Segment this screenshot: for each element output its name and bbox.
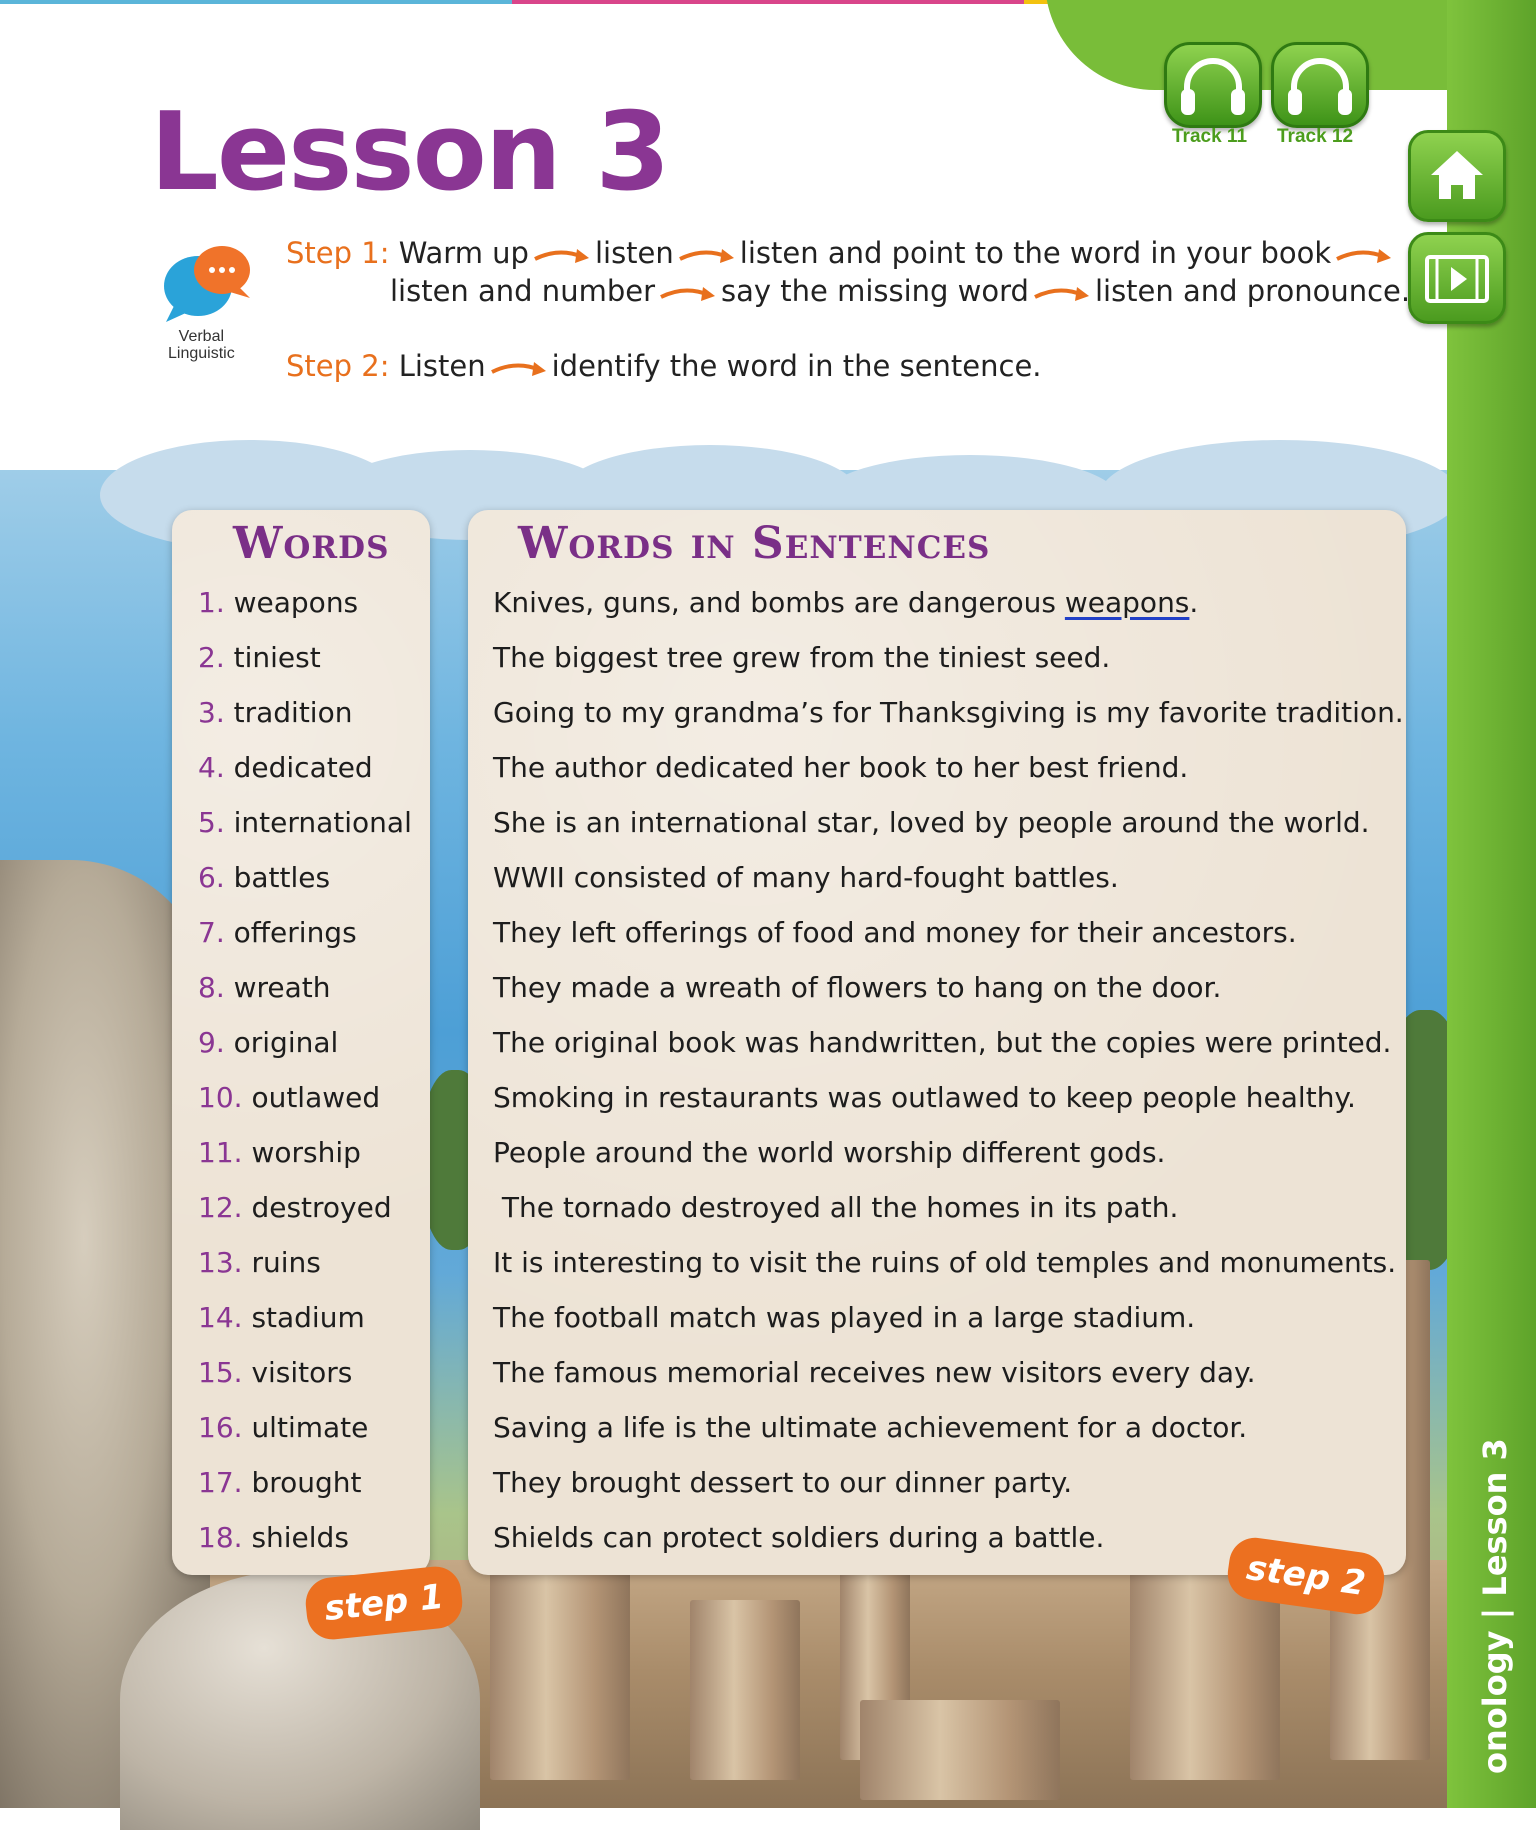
- linguistic-label: Linguistic: [168, 345, 235, 362]
- ruin-column: [490, 1540, 630, 1780]
- sentence-item: The tornado destroyed all the homes in its path.: [493, 1191, 1179, 1224]
- sentence-item: The author dedicated her book to her best friend.: [493, 751, 1189, 784]
- home-button[interactable]: [1408, 130, 1506, 222]
- step1-line1: [286, 236, 1397, 270]
- word-text: stadium: [251, 1301, 365, 1334]
- word-number: 18.: [198, 1521, 243, 1554]
- sentence-end: .: [1189, 586, 1199, 619]
- word-text: brought: [251, 1466, 362, 1499]
- word-item: [198, 861, 330, 894]
- speech-bubbles-icon: [160, 242, 252, 324]
- word-number: 14.: [198, 1301, 243, 1334]
- word-item: [198, 641, 321, 674]
- step2-label: Step 2:: [286, 349, 390, 383]
- underlined-word: weapons: [1064, 586, 1190, 619]
- home-icon: [1411, 133, 1503, 219]
- word-text: destroyed: [251, 1191, 392, 1224]
- headphones-icon: [1167, 45, 1259, 125]
- sentence-item: They left offerings of food and money for their ancestors.: [493, 916, 1297, 949]
- top-strip-blue: [0, 0, 512, 4]
- word-item: [198, 1356, 352, 1389]
- track-11-button[interactable]: [1164, 42, 1262, 128]
- step1-line2: [390, 274, 1410, 308]
- sentence-item: People around the world worship different gods.: [493, 1136, 1166, 1169]
- word-item: [198, 696, 352, 729]
- word-item: [198, 1191, 392, 1224]
- verbal-label: Verbal: [178, 328, 225, 345]
- sentence-item: Shields can protect soldiers during a battle.: [493, 1521, 1105, 1554]
- side-tab: [1450, 1400, 1530, 1808]
- sentence-item: She is an international star, loved by people around the world.: [493, 806, 1370, 839]
- word-number: 4.: [198, 751, 225, 784]
- sentence-item: WWII consisted of many hard-fought battles.: [493, 861, 1119, 894]
- word-text: shields: [251, 1521, 349, 1554]
- word-item: [198, 1081, 380, 1114]
- step1-badge[interactable]: step 1: [303, 1564, 465, 1642]
- ruin-column: [690, 1600, 800, 1780]
- word-number: 10.: [198, 1081, 243, 1114]
- word-text: wreath: [233, 971, 331, 1004]
- step2-line: [286, 349, 1042, 383]
- word-item: [198, 1246, 321, 1279]
- word-text: dedicated: [233, 751, 373, 784]
- arrow-icon: [678, 245, 736, 265]
- sentence-item: The football match was played in a large stadium.: [493, 1301, 1196, 1334]
- word-number: 12.: [198, 1191, 243, 1224]
- word-text: offerings: [233, 916, 357, 949]
- word-number: 2.: [198, 641, 225, 674]
- headphones-icon: [1274, 45, 1366, 125]
- word-number: 3.: [198, 696, 225, 729]
- sentence-item: The biggest tree grew from the tiniest seed.: [493, 641, 1111, 674]
- word-number: 16.: [198, 1411, 243, 1444]
- word-number: 17.: [198, 1466, 243, 1499]
- sentence-item: The original book was handwritten, but the copies were printed.: [493, 1026, 1392, 1059]
- word-number: 13.: [198, 1246, 243, 1279]
- sentence-item: They brought dessert to our dinner party.: [493, 1466, 1073, 1499]
- step1-part: listen and point to the word in your book: [739, 236, 1332, 270]
- step2-badge[interactable]: step 2: [1224, 1534, 1387, 1617]
- word-item: [198, 971, 331, 1004]
- step1-part: listen and number: [390, 274, 655, 308]
- word-text: ultimate: [251, 1411, 369, 1444]
- word-item: [198, 1026, 338, 1059]
- word-number: 1.: [198, 586, 225, 619]
- word-number: 7.: [198, 916, 225, 949]
- arrow-icon: [533, 245, 591, 265]
- track-12-button[interactable]: [1271, 42, 1369, 128]
- word-number: 9.: [198, 1026, 225, 1059]
- sentence-item: They made a wreath of flowers to hang on the door.: [493, 971, 1222, 1004]
- word-item: [198, 586, 358, 619]
- arrow-icon: [490, 358, 548, 378]
- step1-part: Warm up: [398, 236, 529, 270]
- arrow-icon: [659, 283, 717, 303]
- word-text: tradition: [233, 696, 353, 729]
- word-text: original: [233, 1026, 339, 1059]
- word-number: 11.: [198, 1136, 243, 1169]
- sentence-item: The famous memorial receives new visitors every day.: [493, 1356, 1256, 1389]
- word-item: [198, 1521, 349, 1554]
- video-button[interactable]: [1408, 232, 1506, 324]
- word-item: [198, 1301, 365, 1334]
- step1-part: listen: [594, 236, 674, 270]
- arrow-icon: [1335, 245, 1393, 265]
- word-item: [198, 806, 412, 839]
- arrow-icon: [1033, 283, 1091, 303]
- word-text: battles: [233, 861, 331, 894]
- step1-label: Step 1:: [286, 236, 390, 270]
- verbal-linguistic-label: [168, 328, 235, 362]
- word-item: [198, 916, 357, 949]
- word-item: [198, 1466, 361, 1499]
- side-tab-text: onology | Lesson 3: [1476, 1438, 1514, 1774]
- word-number: 6.: [198, 861, 225, 894]
- words-heading: Words: [233, 518, 390, 569]
- word-number: 5.: [198, 806, 225, 839]
- step2-part: identify the word in the sentence.: [551, 349, 1042, 383]
- word-text: international: [233, 806, 412, 839]
- sentence-item: It is interesting to visit the ruins of old temples and monuments.: [493, 1246, 1397, 1279]
- word-text: tiniest: [233, 641, 321, 674]
- sentence-item: Saving a life is the ultimate achievement for a doctor.: [493, 1411, 1248, 1444]
- word-text: outlawed: [251, 1081, 381, 1114]
- sentence-item: [493, 586, 1198, 619]
- word-text: weapons: [233, 586, 359, 619]
- sentence-item: Going to my grandma’s for Thanksgiving is my favorite tradition.: [493, 696, 1404, 729]
- track-11-label: Track 11: [1172, 126, 1248, 147]
- sentence-text: Knives, guns, and bombs are dangerous: [493, 586, 1065, 619]
- step2-part: Listen: [398, 349, 486, 383]
- step1-part: say the missing word: [721, 274, 1029, 308]
- word-text: visitors: [251, 1356, 353, 1389]
- word-text: worship: [251, 1136, 361, 1169]
- video-icon: [1411, 235, 1503, 321]
- sentence-item: Smoking in restaurants was outlawed to keep people healthy.: [493, 1081, 1356, 1114]
- word-item: [198, 1411, 368, 1444]
- sentences-heading: Words in Sentences: [518, 518, 991, 569]
- word-item: [198, 1136, 361, 1169]
- word-number: 8.: [198, 971, 225, 1004]
- top-strip-pink: [512, 0, 1024, 4]
- lesson-title: Lesson 3: [150, 90, 669, 215]
- word-text: ruins: [251, 1246, 321, 1279]
- word-number: 15.: [198, 1356, 243, 1389]
- step1-part: listen and pronounce.: [1094, 274, 1411, 308]
- word-item: [198, 751, 373, 784]
- track-12-label: Track 12: [1277, 126, 1354, 147]
- ruin-block: [860, 1700, 1060, 1800]
